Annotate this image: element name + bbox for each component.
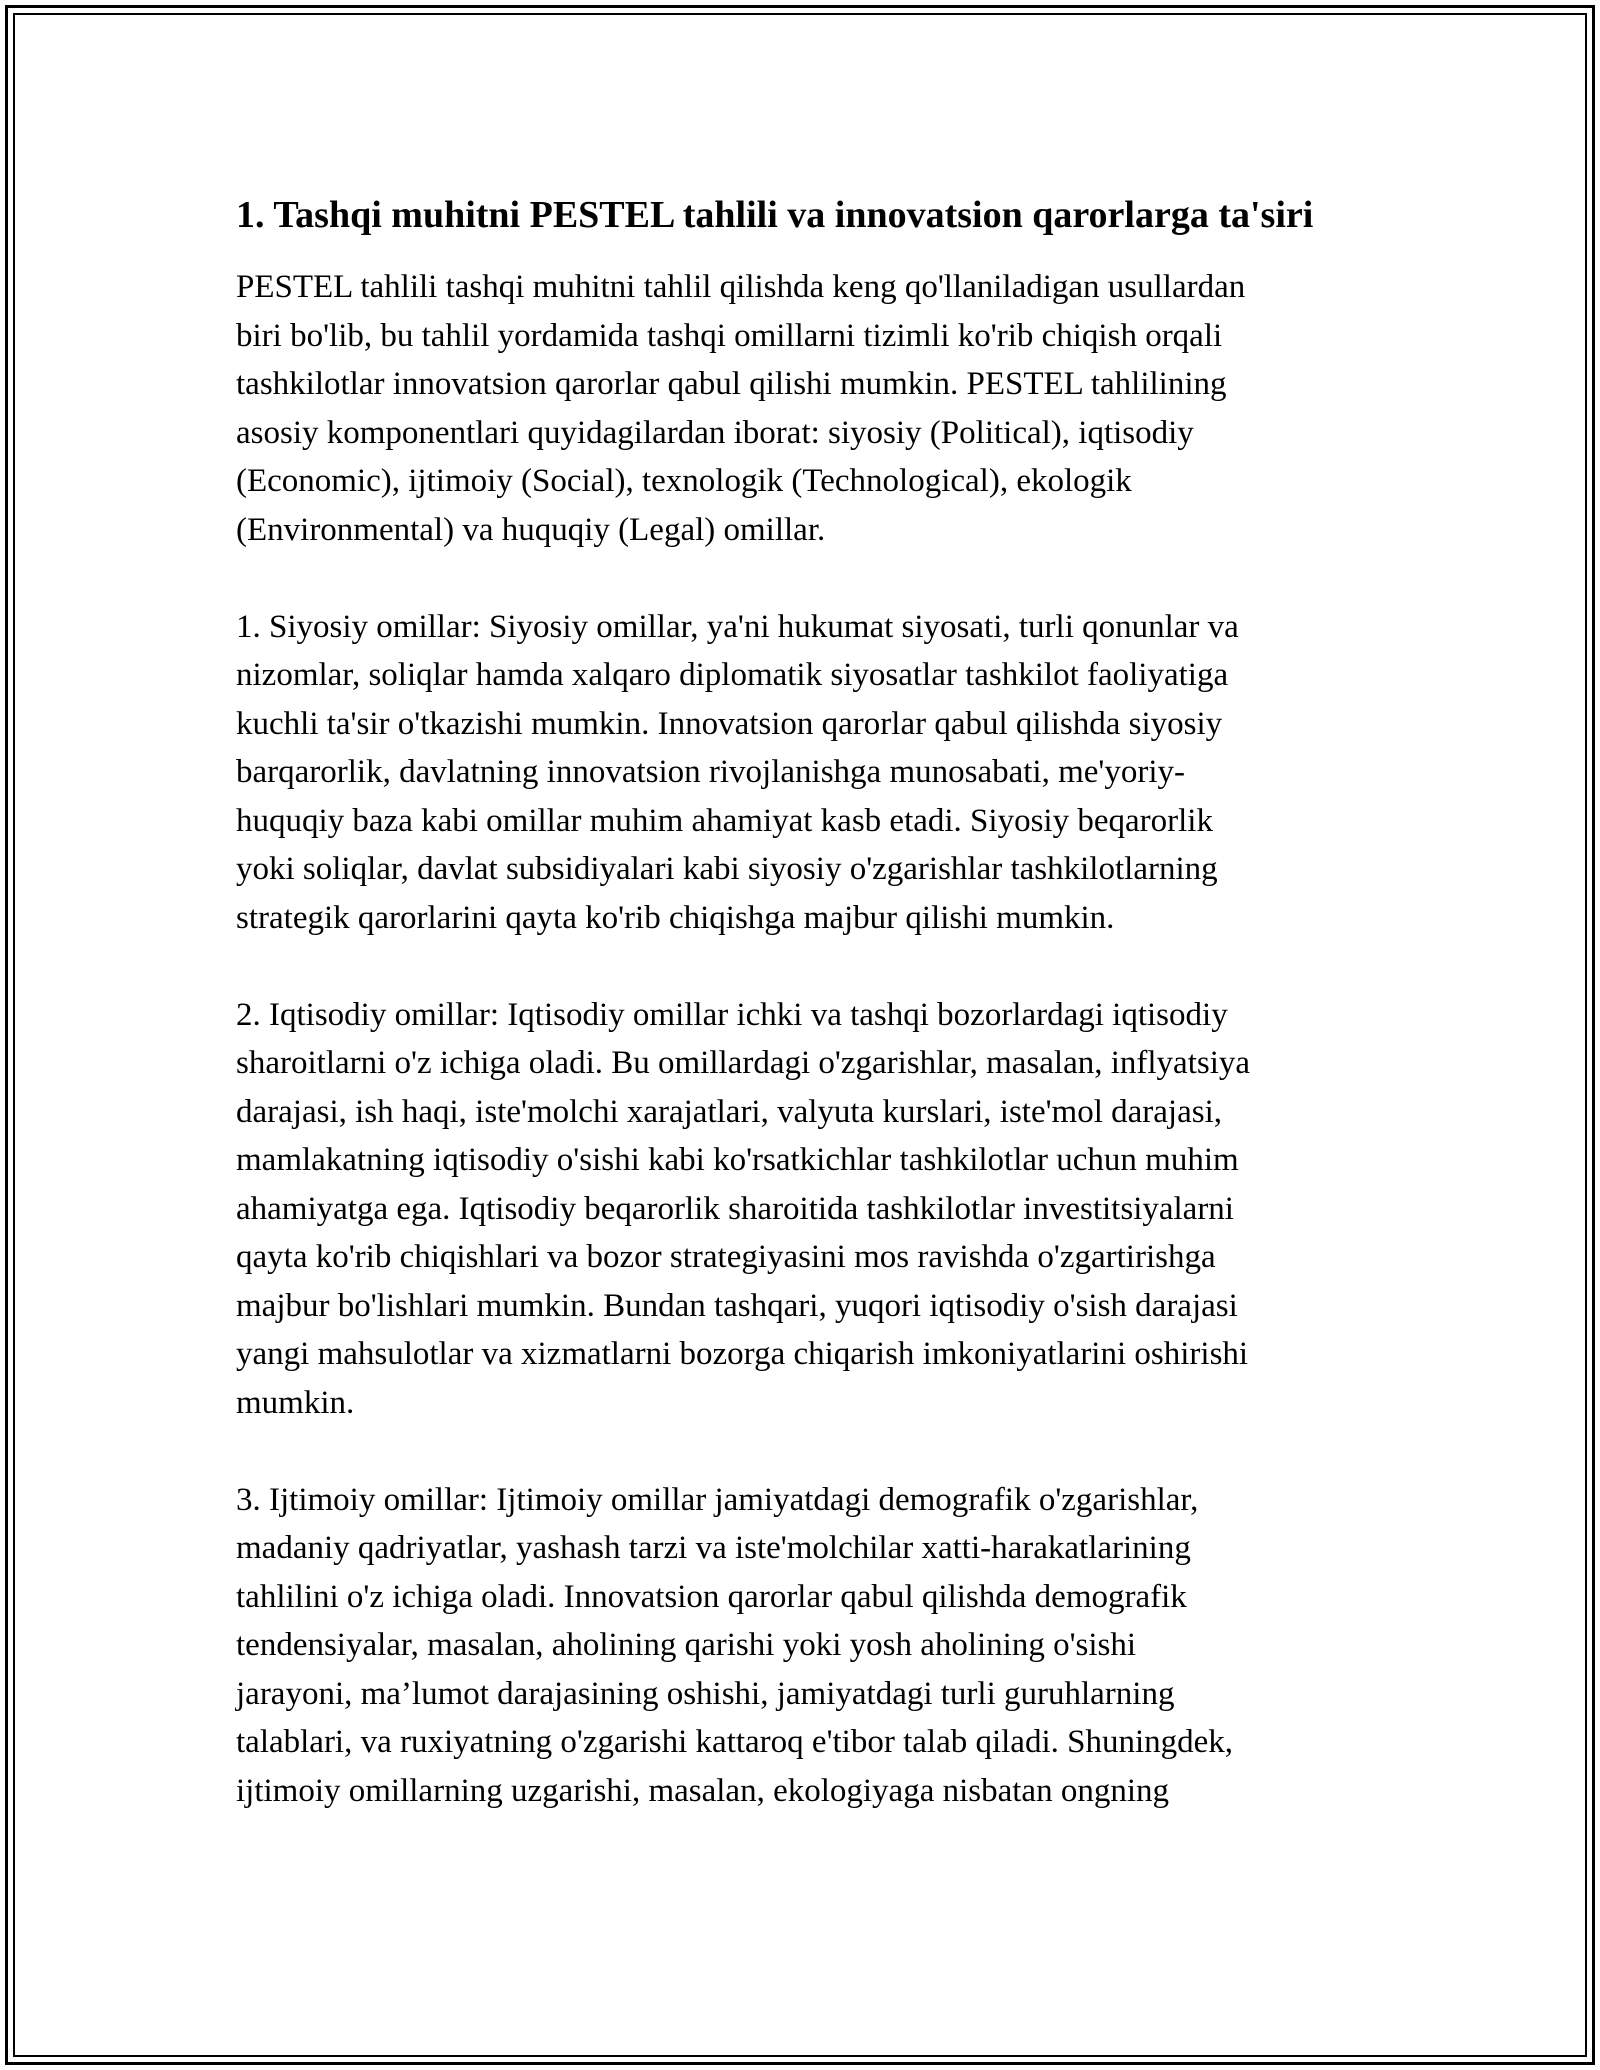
intro-paragraph: PESTEL tahlili tashqi muhitni tahlil qilishda keng qo'llaniladigan usullardan biri bo'lib, bu tahlil yordamida tashqi omillarni tizimli ko'rib chiqish orqali tashkilotlar innovatsion qarorlar qabul qilishi mumkin. PESTEL tahlilining asosiy komponentlari quyidagilardan iborat: siyosiy (Political), iqtisodiy (Economic), ijtimoiy (Social), texnologik (Technological), ekologik (Environmental) va huquqiy (Legal) omillar. (236, 269, 1246, 548)
document-body (236, 188, 1376, 1815)
section-heading: 1. Tashqi muhitni PESTEL tahlili va innovatsion qarorlarga ta'siri (236, 194, 1314, 236)
economic-factors-paragraph: 2. Iqtisodiy omillar: Iqtisodiy omillar ichki va tashqi bozorlardagi iqtisodiy sharoitlarni o'z ichiga oladi. Bu omillardagi o'zgarishlar, masalan, inflyatsiya darajasi, ish haqi, iste'molchi xarajatlari, valyuta kurslari, iste'mol darajasi, mamlakatning iqtisodiy o'sishi kabi ko'rsatkichlar tashkilotlar uchun muhim ahamiyatga ega. Iqtisodiy beqarorlik sharoitida tashkilotlar investitsiyalarni qayta ko'rib chiqishlari va bozor strategiyasini mos ravishda o'zgartirishga majbur bo'lishlari mumkin. Bundan tashqari, yuqori iqtisodiy o'sish darajasi yangi mahsulotlar va xizmatlarni bozorga chiqarish imkoniyatlarini oshirishi mumkin. (236, 996, 1251, 1421)
political-factors-paragraph: 1. Siyosiy omillar: Siyosiy omillar, ya'ni hukumat siyosati, turli qonunlar va nizomlar, soliqlar hamda xalqaro diplomatik siyosatlar tashkilot faoliyatiga kuchli ta'sir o'tkazishi mumkin. Innovatsion qarorlar qabul qilishda siyosiy barqarorlik, davlatning innovatsion rivojlanishga munosabati, me'yoriy- huquqiy baza kabi omillar muhim ahamiyat kasb etadi. Siyosiy beqarorlik yoki soliqlar, davlat subsidiyalari kabi siyosiy o'zgarishlar tashkilotlarning strategik qarorlarini qayta ko'rib chiqishga majbur qilishi mumkin. (236, 608, 1239, 936)
social-factors-paragraph: 3. Ijtimoiy omillar: Ijtimoiy omillar jamiyatdagi demografik o'zgarishlar, madaniy qadriyatlar, yashash tarzi va iste'molchilar xatti-harakatlarining tahlilini o'z ichiga oladi. Innovatsion qarorlar qabul qilishda demografik tendensiyalar, masalan, aholining qarishi yoki yosh aholining o'sishi jarayoni, ma’lumot darajasining oshishi, jamiyatdagi turli guruhlarning talablari, va ruxiyatning o'zgarishi kattaroq e'tibor talab qiladi. Shuningdek, ijtimoiy omillarning uzgarishi, masalan, ekologiyaga nisbatan ongning (236, 1481, 1234, 1809)
